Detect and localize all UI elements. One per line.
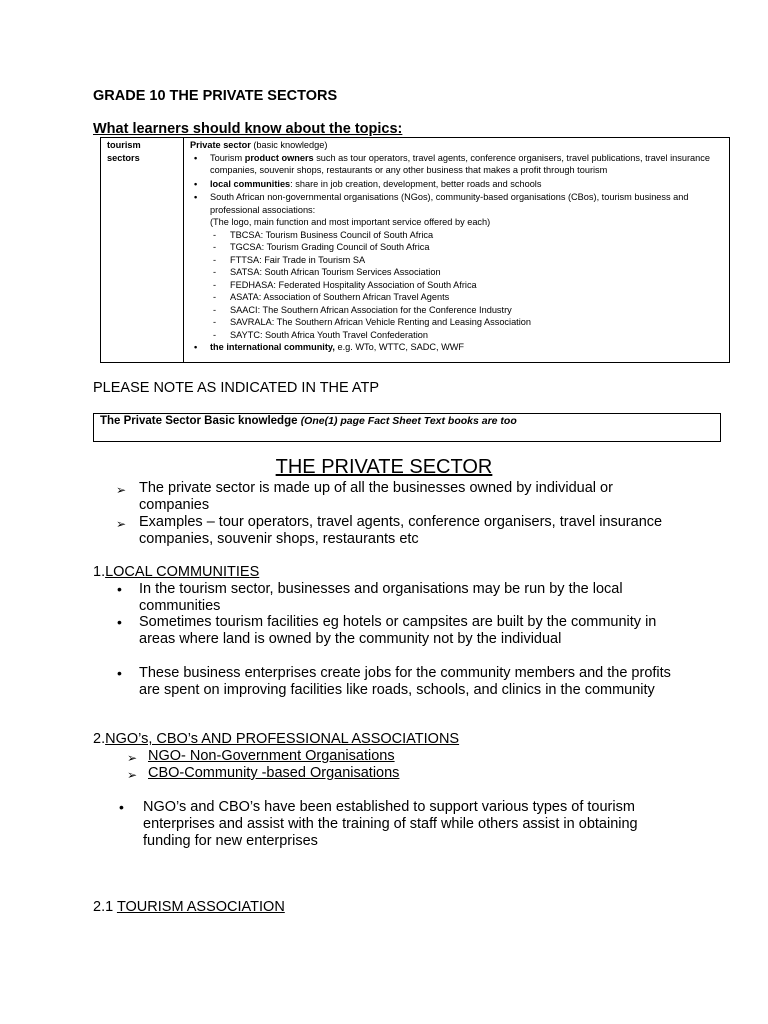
bullet-icon: • (117, 581, 122, 597)
atp-note: PLEASE NOTE AS INDICATED IN THE ATP (93, 380, 380, 396)
intro-item: Examples – tour operators, travel agents, conference organisers, travel insurance companies, souvenir shops, restaurants etc (139, 514, 663, 547)
bullet-icon: • (117, 665, 122, 681)
association-item: - TBCSA: Tourism Business Council of South Africa (190, 229, 725, 242)
association-item: - TGCSA: Tourism Grading Council of South Africa (190, 241, 725, 254)
cbo-definition: CBO-Community -based Organisations (148, 765, 400, 781)
arrow-bullet-icon: ➢ (116, 483, 127, 497)
ngo-cbo-item: NGO’s and CBO’s have been established to support various types of tourism enterprises and assist with the training of staff while others assist in obtaining funding for new enterprises (143, 799, 638, 849)
association-item: - SAYTC: South Africa Youth Travel Confederation (190, 329, 725, 342)
community-item: These business enterprises create jobs for the community members and the profits are spent on improving facilities like roads, schools, and clinics in the community (139, 665, 671, 698)
local-communities-heading: 1.LOCAL COMMUNITIES (93, 564, 260, 580)
fact-sheet-label: The Private Sector Basic knowledge (100, 415, 301, 427)
bullet-icon: • (119, 799, 124, 815)
association-item: - SAACI: The Southern African Association for the Conference Industry (190, 304, 725, 317)
bullet-icon: • (117, 614, 122, 630)
content-cell (184, 138, 730, 363)
topics-table (100, 137, 730, 363)
product-owners-item: • Tourism product owners such as tour operators, travel agents, conference organisers, travel publications, travel insurance companies, souvenir shops, restaurants or any other business that makes a profit through tourism (190, 152, 725, 177)
community-item: In the tourism sector, businesses and organisations may be run by the local communities (139, 581, 623, 614)
topic-label-line1: tourism (107, 140, 141, 150)
association-item: - ASATA: Association of Southern African Travel Agents (190, 291, 725, 304)
fact-sheet-note: (One(1) page Fact Sheet Text books are too (300, 415, 517, 427)
association-item: - FTTSA: Fair Trade in Tourism SA (190, 254, 725, 267)
arrow-bullet-icon: ➢ (127, 751, 138, 765)
organisations-note: (The logo, main function and most important service offered by each) (210, 217, 491, 227)
association-item: - SAVRALA: The Southern African Vehicle Renting and Leasing Association (190, 316, 725, 329)
community-item: Sometimes tourism facilities eg hotels or campsites are built by the community in areas where land is owned by the community not by the individual (139, 614, 657, 647)
organisations-item: • South African non-governmental organisations (NGos), community-based organisations (CBos), tourism business and professional associations: (190, 191, 725, 216)
international-community-item: • the international community, e.g. WTo, WTTC, SADC, WWF (190, 341, 725, 354)
tourism-association-heading: 2.1 TOURISM ASSOCIATION (93, 899, 285, 915)
ngo-definition: NGO- Non-Government Organisations (148, 748, 395, 764)
intro-item: The private sector is made up of all the businesses owned by individual or companies (139, 480, 613, 513)
local-communities-item: • local communities: share in job creation, development, better roads and schools (190, 178, 725, 191)
association-item: - SATSA: South African Tourism Services Association (190, 266, 725, 279)
topic-label-line2: sectors (107, 152, 140, 163)
association-item: - FEDHASA: Federated Hospitality Association of South Africa (190, 279, 725, 292)
arrow-bullet-icon: ➢ (116, 517, 127, 531)
section-title: THE PRIVATE SECTOR (275, 456, 493, 478)
fact-sheet-box (93, 413, 721, 442)
topics-subheading: What learners should know about the topics: (93, 121, 403, 137)
arrow-bullet-icon: ➢ (127, 768, 138, 782)
page-title: GRADE 10 THE PRIVATE SECTORS (93, 88, 338, 104)
ngo-cbo-heading: 2.NGO’s, CBO’s AND PROFESSIONAL ASSOCIATIONS (93, 731, 460, 747)
private-sector-heading: Private sector (basic knowledge) (190, 140, 328, 150)
topic-cell (101, 138, 184, 363)
